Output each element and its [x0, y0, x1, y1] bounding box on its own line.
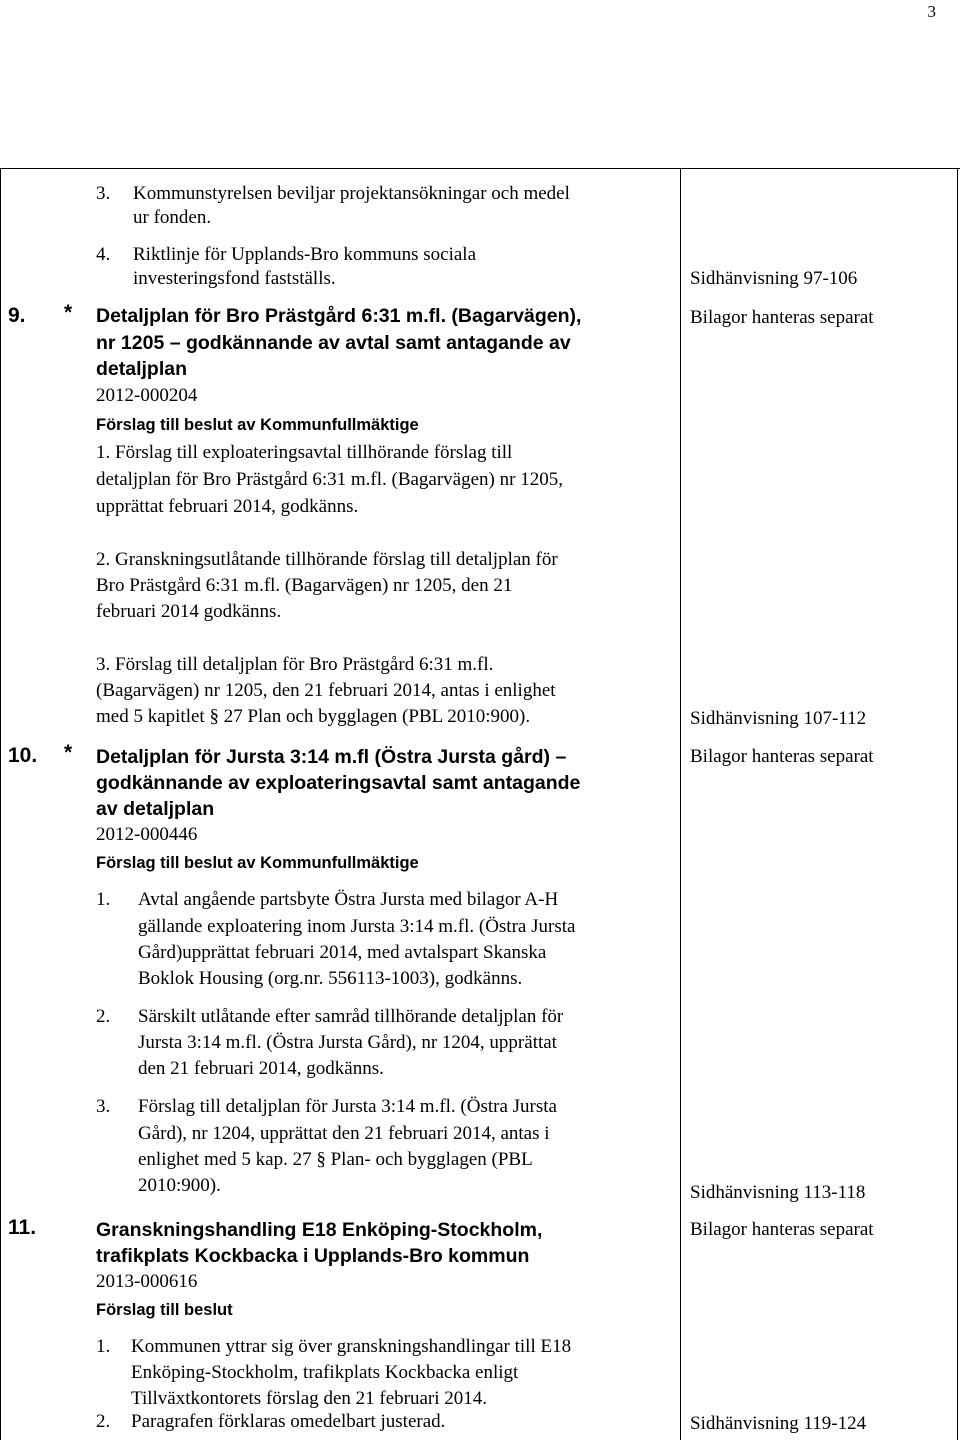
- item-11-proposal-heading: Förslag till beslut: [96, 1301, 233, 1319]
- item-9-point-3-line-2: (Bagarvägen) nr 1205, den 21 februari 2014, antas i enlighet: [96, 680, 556, 701]
- item-10-proposal-heading: Förslag till beslut av Kommunfullmäktige: [96, 854, 419, 872]
- item-10-star: *: [64, 741, 73, 764]
- item-10-point-2-line-3: den 21 februari 2014, godkänns.: [138, 1058, 384, 1079]
- item-9-title-line-1: Detaljplan för Bro Prästgård 6:31 m.fl. (Bagarvägen),: [96, 305, 582, 327]
- item-10-point-1-number: 1.: [96, 889, 111, 910]
- item-10-point-3-line-1: Förslag till detaljplan för Jursta 3:14 m.fl. (Östra Jursta: [138, 1096, 557, 1117]
- item-10-title-line-3: av detaljplan: [96, 798, 215, 820]
- carryover-item-4-line-2: investeringsfond fastställs.: [133, 268, 336, 289]
- item-10-reference: Sidhänvisning 113-118: [690, 1182, 866, 1203]
- item-10-point-2-line-2: Jursta 3:14 m.fl. (Östra Jursta Gård), nr 1204, upprättat: [138, 1032, 557, 1053]
- page-number: 3: [927, 2, 936, 21]
- item-9-point-1-line-2: detaljplan för Bro Prästgård 6:31 m.fl. (Bagarvägen) nr 1205,: [96, 469, 563, 490]
- item-11-title-line-1: Granskningshandling E18 Enköping-Stockholm,: [96, 1219, 543, 1241]
- item-11-point-1-line-1: Kommunen yttrar sig över granskningshandlingar till E18: [131, 1336, 572, 1357]
- item-10-point-3-number: 3.: [96, 1096, 111, 1117]
- item-9-case-number: 2012-000204: [96, 385, 198, 406]
- item-9-star: *: [64, 301, 73, 324]
- item-9-proposal-heading: Förslag till beslut av Kommunfullmäktige: [96, 416, 419, 434]
- item-10-number: 10.: [8, 744, 38, 767]
- table-border-top: [0, 168, 960, 169]
- item-9-point-3-line-3: med 5 kapitlet § 27 Plan och bygglagen (PBL 2010:900).: [96, 706, 531, 727]
- item-11-case-number: 2013-000616: [96, 1271, 198, 1292]
- item-9-reference: Sidhänvisning 107-112: [690, 708, 867, 729]
- carryover-item-4-number: 4.: [96, 244, 111, 265]
- item-10-point-3-line-4: 2010:900).: [138, 1175, 221, 1196]
- table-column-divider: [680, 168, 681, 1440]
- table-border-left: [0, 168, 1, 1440]
- item-9-title-line-2: nr 1205 – godkännande av avtal samt antagande av: [96, 332, 571, 354]
- item-11-point-2-line-1: Paragrafen förklaras omedelbart justerad.: [131, 1411, 446, 1432]
- item-10-point-1-line-3: Gård)upprättat februari 2014, med avtalspart Skanska: [138, 942, 547, 963]
- item-10-case-number: 2012-000446: [96, 824, 198, 845]
- carryover-item-4-line-1: Riktlinje för Upplands-Bro kommuns sociala: [133, 244, 477, 265]
- item-11-point-1-line-2: Enköping-Stockholm, trafikplats Kockbacka enligt: [131, 1362, 519, 1383]
- item-10-title-line-1: Detaljplan för Jursta 3:14 m.fl (Östra Jursta gård) –: [96, 746, 567, 768]
- item-11-point-1-number: 1.: [96, 1336, 111, 1357]
- item-11-side-note: Bilagor hanteras separat: [690, 1219, 874, 1240]
- table-border-right: [957, 168, 958, 1440]
- item-9-title-line-3: detaljplan: [96, 358, 188, 380]
- item-10-title-line-2: godkännande av exploateringsavtal samt antagande: [96, 772, 581, 794]
- item-10-point-2-number: 2.: [96, 1006, 111, 1027]
- item-11-point-2-number: 2.: [96, 1411, 111, 1432]
- item-9-point-2-line-2: Bro Prästgård 6:31 m.fl. (Bagarvägen) nr 1205, den 21: [96, 575, 513, 596]
- item-9-point-1-line-1: 1. Förslag till exploateringsavtal tillhörande förslag till: [96, 442, 513, 463]
- item-10-point-2-line-1: Särskilt utlåtande efter samråd tillhörande detaljplan för: [138, 1006, 564, 1027]
- item-11-reference: Sidhänvisning 119-124: [690, 1413, 867, 1434]
- item-10-point-1-line-1: Avtal angående partsbyte Östra Jursta med bilagor A-H: [138, 889, 559, 910]
- item-10-side-note: Bilagor hanteras separat: [690, 746, 874, 767]
- item-10-point-3-line-3: enlighet med 5 kap. 27 § Plan- och bygglagen (PBL: [138, 1149, 533, 1170]
- item-11-title-line-2: trafikplats Kockbacka i Upplands-Bro kommun: [96, 1245, 530, 1267]
- item-11-point-1-line-3: Tillväxtkontorets förslag den 21 februari 2014.: [131, 1388, 488, 1409]
- carryover-reference: Sidhänvisning 97-106: [690, 268, 858, 289]
- item-10-point-1-line-4: Boklok Housing (org.nr. 556113-1003), godkänns.: [138, 968, 523, 989]
- carryover-item-3-number: 3.: [96, 183, 111, 204]
- item-9-point-2-line-1: 2. Granskningsutlåtande tillhörande förslag till detaljplan för: [96, 549, 558, 570]
- item-9-point-1-line-3: upprättat februari 2014, godkänns.: [96, 496, 359, 517]
- carryover-item-3-line-2: ur fonden.: [133, 207, 212, 228]
- carryover-item-3-line-1: Kommunstyrelsen beviljar projektansökningar och medel: [133, 183, 570, 204]
- item-9-point-3-line-1: 3. Förslag till detaljplan för Bro Prästgård 6:31 m.fl.: [96, 654, 494, 675]
- item-9-number: 9.: [8, 304, 26, 327]
- item-9-side-note: Bilagor hanteras separat: [690, 307, 874, 328]
- item-9-point-2-line-3: februari 2014 godkänns.: [96, 601, 282, 622]
- item-10-point-1-line-2: gällande exploatering inom Jursta 3:14 m.fl. (Östra Jursta: [138, 916, 576, 937]
- item-11-number: 11.: [8, 1216, 37, 1239]
- item-10-point-3-line-2: Gård), nr 1204, upprättat den 21 februari 2014, antas i: [138, 1123, 550, 1144]
